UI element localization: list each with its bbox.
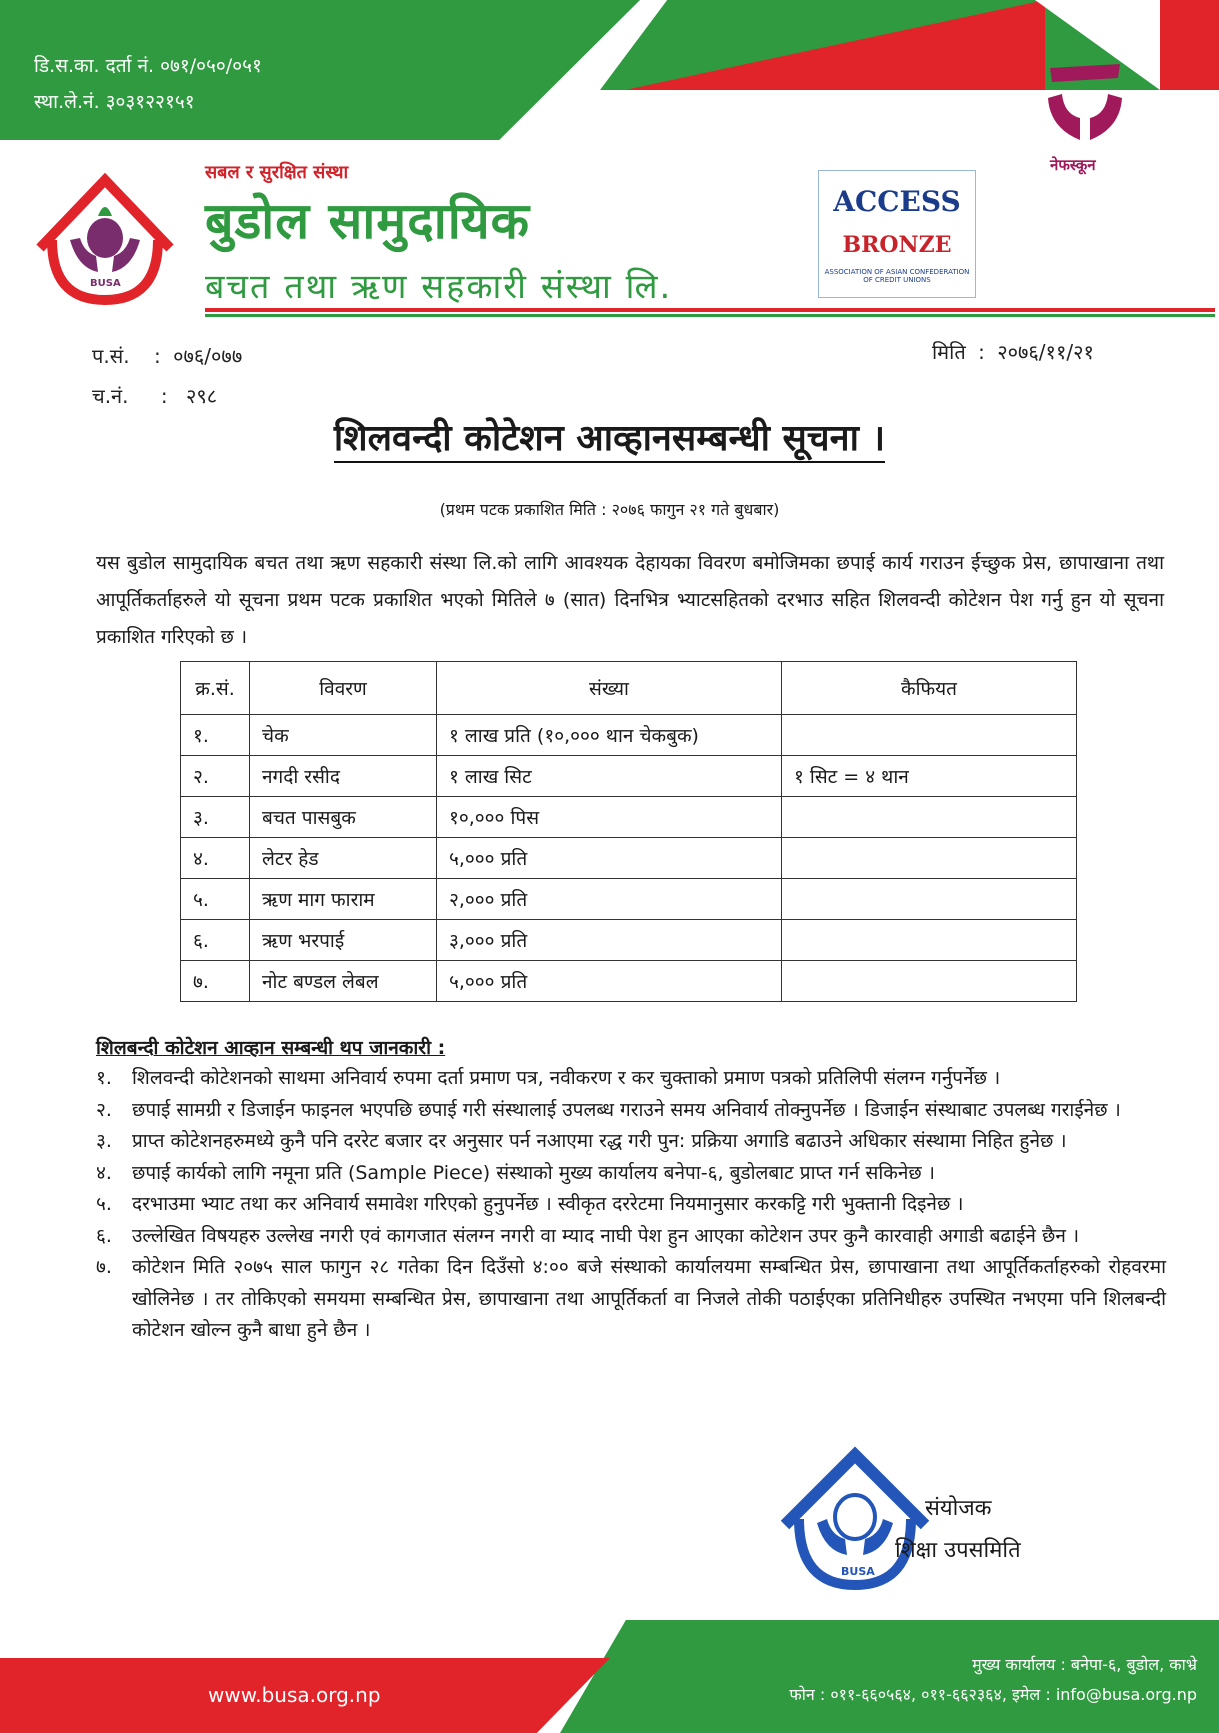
items-table bbox=[180, 661, 1077, 1002]
letter-date: मिति : २०७६/११/२१ bbox=[932, 340, 1094, 364]
table-row bbox=[181, 961, 1077, 1002]
access-badge-title: ACCESS bbox=[833, 185, 961, 218]
table-row bbox=[181, 756, 1077, 797]
cell-description: चेक bbox=[250, 715, 437, 756]
stamp-text: BUSA bbox=[841, 1565, 875, 1578]
list-item-text: दरभाउमा भ्याट तथा कर अनिवार्य समावेश गरिएको हुनुपर्नेछ । स्वीकृत दररेटमा नियमानुसार करकट्टि गरी भुक्तानी दिइनेछ । bbox=[132, 1193, 964, 1215]
table-row bbox=[181, 879, 1077, 920]
list-item-text: छपाई कार्यको लागि नमूना प्रति (Sample Piece) संस्थाको मुख्य कार्यालय बनेपा-६, बुडोलबाट प्राप्त गर्न सकिनेछ । bbox=[132, 1161, 935, 1184]
cell-remarks bbox=[782, 838, 1077, 879]
cell-description: ऋण भरपाई bbox=[250, 920, 437, 961]
access-bronze-badge bbox=[818, 170, 976, 298]
list-item-text: प्राप्त कोटेशनहरुमध्ये कुनै पनि दररेट बजार दर अनुसार पर्न नआएमा रद्ध गरी पुन: प्रक्रिया अगाडि बढाउने अधिकार संस्थामा निहित हुनेछ । bbox=[132, 1130, 1067, 1152]
org-tagline: सबल र सुरक्षित संस्था bbox=[205, 162, 349, 183]
dispatch-value: २९८ bbox=[185, 384, 218, 408]
dispatch-number: च.नं. : २९८ bbox=[92, 384, 218, 408]
access-badge-org: ASSOCIATION OF ASIAN CONFEDERATION OF CREDIT UNIONS bbox=[824, 268, 970, 284]
list-item-number: ६. bbox=[96, 1224, 112, 1247]
cell-remarks bbox=[782, 961, 1077, 1002]
list-item-text: छपाई सामग्री र डिजाईन फाइनल भएपछि छपाई गरी संस्थालाई उपलब्ध गराउने समय अनिवार्य तोक्नुपर्नेछ । डिजाईन संस्थाबाट उपलब्ध गराईनेछ । bbox=[132, 1098, 1121, 1121]
list-item-text: उल्लेखित विषयहरु उल्लेख नगरी एवं कागजात संलग्न नगरी वा म्याद नाघी पेश हुन आएका कोटेशन उपर कुनै कारवाही अगाडी बढाईने छैन । bbox=[132, 1224, 1080, 1247]
footer-website: www.busa.org.np bbox=[208, 1683, 381, 1707]
cell-remarks: १ सिट = ४ थान bbox=[782, 756, 1077, 797]
ref-label: प.सं. bbox=[92, 344, 130, 368]
cell-quantity: ५,००० प्रति bbox=[437, 961, 782, 1002]
cell-sn: ७. bbox=[181, 961, 250, 1002]
busa-logo bbox=[30, 168, 180, 308]
cell-quantity: २,००० प्रति bbox=[437, 879, 782, 920]
org-subtitle: बचत तथा ऋण सहकारी संस्था लि. bbox=[205, 267, 673, 307]
nefscun-label: नेफस्कून bbox=[1050, 156, 1096, 174]
more-info-list bbox=[96, 1063, 1166, 1347]
signer-committee: शिक्षा उपसमिति bbox=[895, 1538, 1021, 1563]
table-row bbox=[181, 838, 1077, 879]
header-rule-red bbox=[205, 308, 1215, 312]
list-item-number: २. bbox=[96, 1098, 112, 1121]
cell-description: नोट बण्डल लेबल bbox=[250, 961, 437, 1002]
list-item-text: कोटेशन मिति २०७५ साल फागुन २८ गतेका दिन दिउँसो ४:०० बजे संस्थाको कार्यालयमा सम्बन्धित प्रेस, छापाखाना तथा आपूर्तिकर्ताहरुको रोहवरमा खोलिनेछ । तर तोकिएको समयमा सम्बन्धित प्रेस, छापाखाना तथा आपूर्तिकर्ता वा निजले तोकी पठाईएका प्रतिनिधीहरु उपस्थित नभएमा पनि शिलबन्दी कोटेशन खोल्न कुनै बाधा हुने छैन । bbox=[132, 1256, 1166, 1341]
notice-title-text: शिलवन्दी कोटेशन आव्हानसम्बन्धी सूचना । bbox=[334, 418, 885, 463]
cell-sn: ४. bbox=[181, 838, 250, 879]
cell-sn: ३. bbox=[181, 797, 250, 838]
list-item-text: शिलवन्दी कोटेशनको साथमा अनिवार्य रुपमा दर्ता प्रमाण पत्र, नवीकरण र कर चुक्ताको प्रमाण पत्रको प्रतिलिपी संलग्न गर्नुपर्नेछ । bbox=[132, 1067, 1001, 1089]
cell-sn: १. bbox=[181, 715, 250, 756]
cell-quantity: १०,००० पिस bbox=[437, 797, 782, 838]
cell-remarks bbox=[782, 715, 1077, 756]
list-item-number: ७. bbox=[96, 1256, 112, 1278]
ref-number: प.सं. : ०७६/०७७ bbox=[92, 344, 243, 368]
ref-value: ०७६/०७७ bbox=[173, 344, 243, 368]
list-item-number: ३. bbox=[96, 1130, 112, 1152]
cell-description: बचत पासबुक bbox=[250, 797, 437, 838]
signature-block bbox=[895, 1488, 1021, 1572]
org-name: बुडोल सामुदायिक bbox=[205, 192, 531, 250]
signer-role: संयोजक bbox=[925, 1496, 992, 1521]
cell-quantity: ५,००० प्रति bbox=[437, 838, 782, 879]
cell-description: लेटर हेड bbox=[250, 838, 437, 879]
more-info-heading: शिलबन्दी कोटेशन आव्हान सम्बन्धी थप जानकारी : bbox=[96, 1037, 446, 1059]
cell-sn: ६. bbox=[181, 920, 250, 961]
table-header-description: विवरण bbox=[250, 662, 437, 715]
registration-line-1: डि.स.का. दर्ता नं. ०७१/०५०/०५१ bbox=[34, 55, 262, 77]
access-badge-level: BRONZE bbox=[842, 232, 952, 258]
header-band-red-edge bbox=[1160, 0, 1219, 90]
dispatch-label: च.नं. bbox=[92, 384, 129, 408]
registration-line-2: स्था.ले.नं. ३०३१२२१५१ bbox=[34, 91, 195, 113]
date-label: मिति bbox=[932, 340, 966, 364]
table-header-remarks: कैफियत bbox=[782, 662, 1077, 715]
list-item bbox=[96, 1063, 1166, 1095]
cell-quantity: १ लाख प्रति (१०,००० थान चेकबुक) bbox=[437, 715, 782, 756]
list-item-number: ४. bbox=[96, 1161, 112, 1184]
cell-remarks bbox=[782, 920, 1077, 961]
notice-title bbox=[0, 412, 1219, 461]
list-item bbox=[96, 1095, 1166, 1127]
footer-contact: फोन : ०११-६६०५६४, ०११-६६२३६४, इमेल : info@busa.org.np bbox=[789, 1685, 1197, 1704]
date-value: २०७६/११/२१ bbox=[997, 340, 1094, 364]
cell-remarks bbox=[782, 797, 1077, 838]
cell-sn: २. bbox=[181, 756, 250, 797]
table-header-row bbox=[181, 662, 1077, 715]
list-item bbox=[96, 1189, 1166, 1221]
cell-sn: ५. bbox=[181, 879, 250, 920]
cell-remarks bbox=[782, 879, 1077, 920]
list-item bbox=[96, 1252, 1166, 1347]
list-item-number: १. bbox=[96, 1067, 112, 1089]
cell-description: नगदी रसीद bbox=[250, 756, 437, 797]
header-rule-green bbox=[205, 314, 1215, 317]
table-header-sn: क्र.सं. bbox=[181, 662, 250, 715]
list-item bbox=[96, 1126, 1166, 1158]
list-item bbox=[96, 1221, 1166, 1253]
busa-logo-text: BUSA bbox=[90, 278, 121, 289]
footer-address-block bbox=[789, 1650, 1197, 1710]
table-row bbox=[181, 797, 1077, 838]
nefscun-logo bbox=[1040, 58, 1130, 154]
table-row bbox=[181, 920, 1077, 961]
cell-quantity: ३,००० प्रति bbox=[437, 920, 782, 961]
table-row bbox=[181, 715, 1077, 756]
cell-quantity: १ लाख सिट bbox=[437, 756, 782, 797]
publication-date: (प्रथम पटक प्रकाशित मिति : २०७६ फागुन २१ गते बुधबार) bbox=[439, 500, 780, 519]
table-header-quantity: संख्या bbox=[437, 662, 782, 715]
cell-description: ऋण माग फाराम bbox=[250, 879, 437, 920]
busa-stamp bbox=[775, 1445, 935, 1595]
intro-paragraph: यस बुडोल सामुदायिक बचत तथा ऋण सहकारी संस्था लि.को लागि आवश्यक देहायका विवरण बमोजिमका छपाई कार्य गराउन ईच्छुक प्रेस, छापाखाना तथा आपूर्तिकर्ताहरुले यो सूचना प्रथम पटक प्रकाशित भएको मितिले ७ (सात) दिनभित्र भ्याटसहितको दरभाउ सहित शिलवन्दी कोटेशन पेश गर्नु हुन यो सूचना प्रकाशित गरिएको छ । bbox=[96, 552, 1164, 648]
list-item-number: ५. bbox=[96, 1193, 112, 1215]
list-item bbox=[96, 1158, 1166, 1190]
footer-address: मुख्य कार्यालय : बनेपा-६, बुडोल, काभ्रे bbox=[972, 1655, 1197, 1674]
